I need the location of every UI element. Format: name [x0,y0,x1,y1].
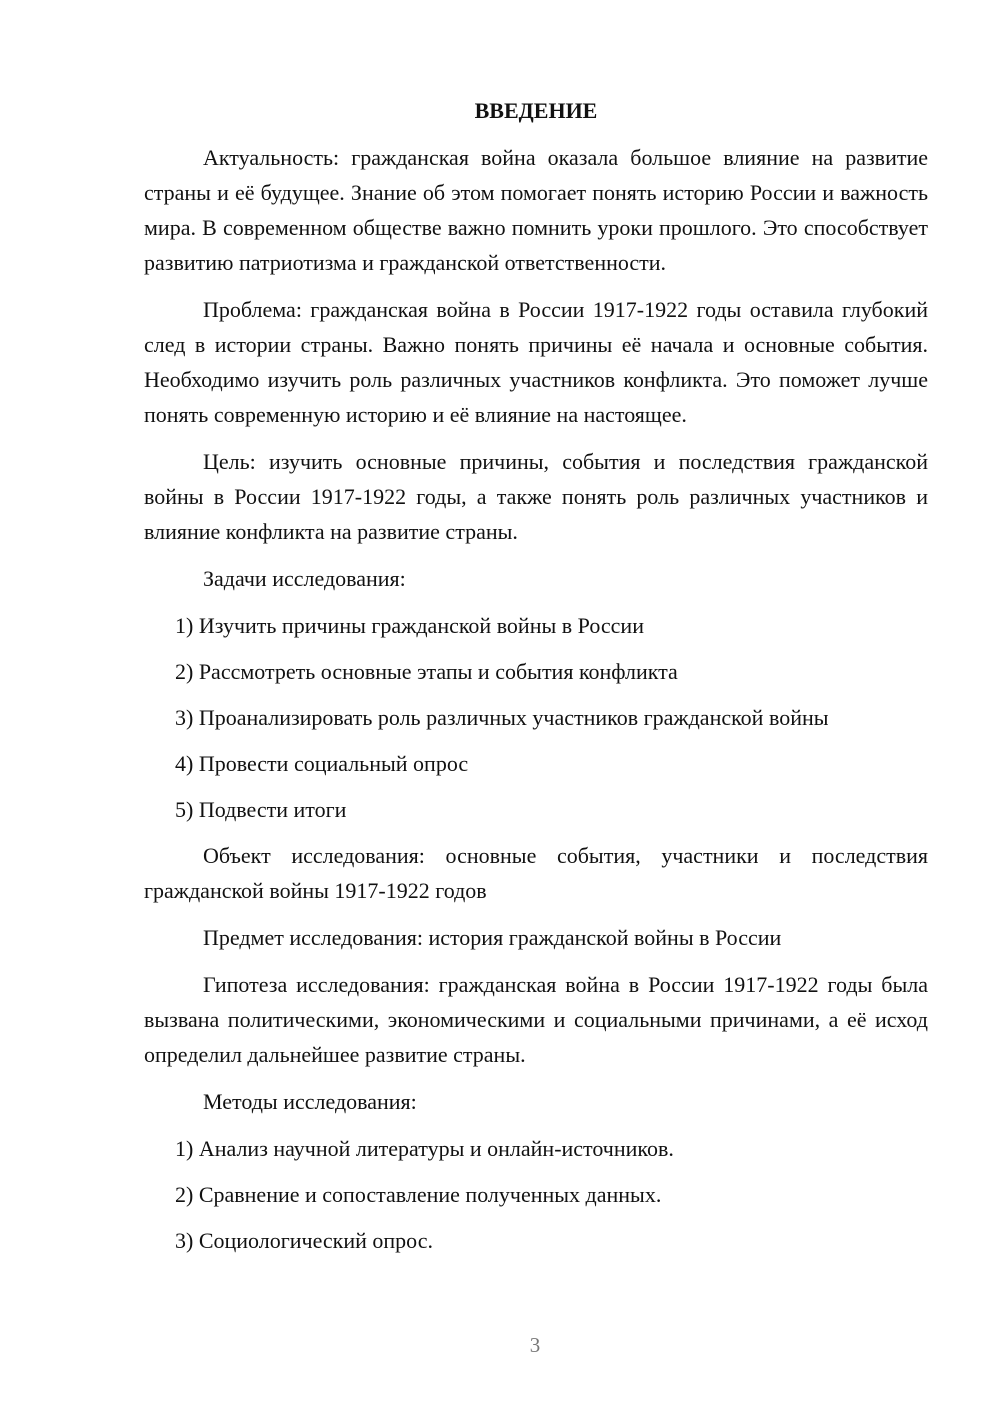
relevance-paragraph: Актуальность: гражданская война оказала большое влияние на развитие страны и её будущее. Знание об этом помогает понять историю России и важность мира. В современном обществе важно помнить уроки прошлого. Это способствует развитию патриотизма и гражданской ответственности. [144,145,928,275]
problem-paragraph: Проблема: гражданская война в России 1917-1922 годы оставила глубокий след в истории страны. Важно понять причины её начала и основные события. Необходимо изучить роль различных участников конфликта. Это поможет лучше понять современную историю и её влияние на настоящее. [144,297,928,427]
hypothesis-paragraph: Гипотеза исследования: гражданская война в России 1917-1922 годы была вызвана политическими, экономическими и социальными причинами, а её исход определил дальнейшее развитие страны. [144,972,928,1067]
section-title: ВВЕДЕНИЕ [474,98,598,123]
goal-paragraph: Цель: изучить основные причины, события и последствия гражданской войны в России 1917-1922 годы, а также понять роль различных участников и влияние конфликта на развитие страны. [144,449,928,544]
methods-heading: Методы исследования: [203,1089,417,1114]
list-item: 1) Изучить причины гражданской войны в России [175,613,644,638]
list-item: 2) Рассмотреть основные этапы и события конфликта [175,659,678,684]
list-item: 4) Провести социальный опрос [175,751,469,776]
tasks-list [144,608,928,827]
list-item: 3) Проанализировать роль различных участников гражданской войны [175,705,829,730]
object-paragraph: Объект исследования: основные события, участники и последствия гражданской войны 1917-1922 годов [144,843,928,903]
page-number: 3 [529,1333,541,1357]
list-item: 1) Анализ научной литературы и онлайн-источников. [175,1136,674,1161]
tasks-heading: Задачи исследования: [203,566,406,591]
methods-list [144,1131,928,1258]
list-item: 2) Сравнение и сопоставление полученных данных. [175,1182,662,1207]
document-page [144,96,928,1269]
subject-paragraph: Предмет исследования: история гражданской войны в России [203,925,782,950]
list-item: 5) Подвести итоги [175,797,347,822]
list-item: 3) Социологический опрос. [175,1228,433,1253]
